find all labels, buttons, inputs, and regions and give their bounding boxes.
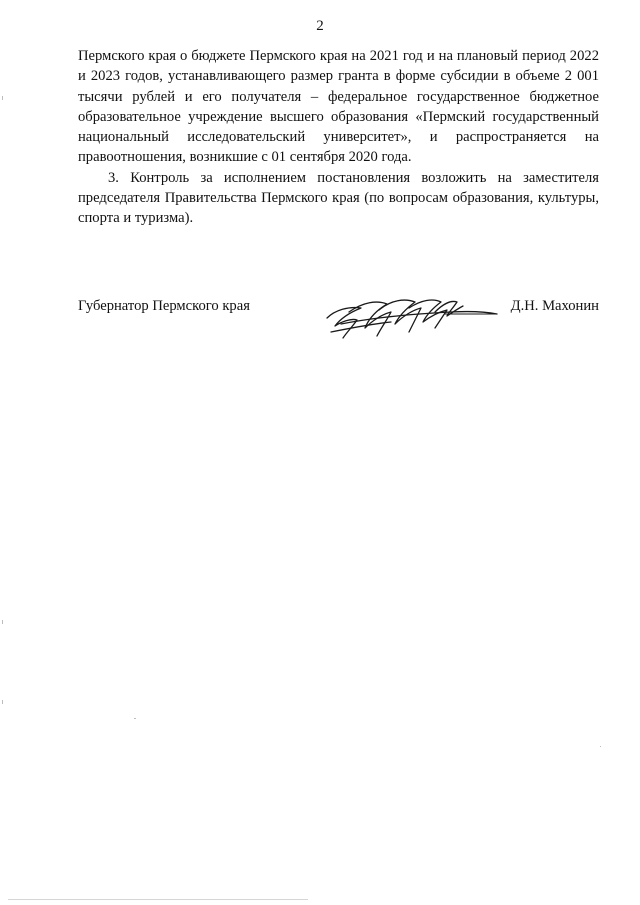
signer-name: Д.Н. Махонин — [510, 298, 599, 314]
document-body — [78, 46, 599, 229]
page-number: 2 — [316, 18, 324, 34]
scan-artifact-mark — [2, 620, 3, 624]
scan-artifact-mark — [2, 96, 3, 100]
paragraph-continuation: Пермского края о бюджете Пермского края на 2021 год и на плановый период 2022 и 2023 годов, устанавливающего размер гранта в форме субсидии в объеме 2 001 тысячи рублей и его получателя – федеральное государственное бюджетное образовательное учреждение высшего образования «Пермский государственный национальный исследовательский университет», и распространяется на правоотношения, возникшие с 01 сентября 2020 года. — [78, 48, 599, 166]
handwritten-signature-icon — [321, 288, 501, 344]
scan-artifact-mark — [2, 700, 3, 704]
scan-artifact-mark — [600, 746, 601, 747]
scan-edge-artifact — [8, 899, 308, 900]
signature-block — [78, 288, 599, 344]
scan-artifact-mark — [134, 718, 136, 719]
signer-title: Губернатор Пермского края — [78, 298, 250, 314]
paragraph-control-clause: 3. Контроль за исполнением постановления возложить на заместителя председателя Правительства Пермского края (по вопросам образования, культуры, спорта и туризма). — [78, 169, 599, 227]
